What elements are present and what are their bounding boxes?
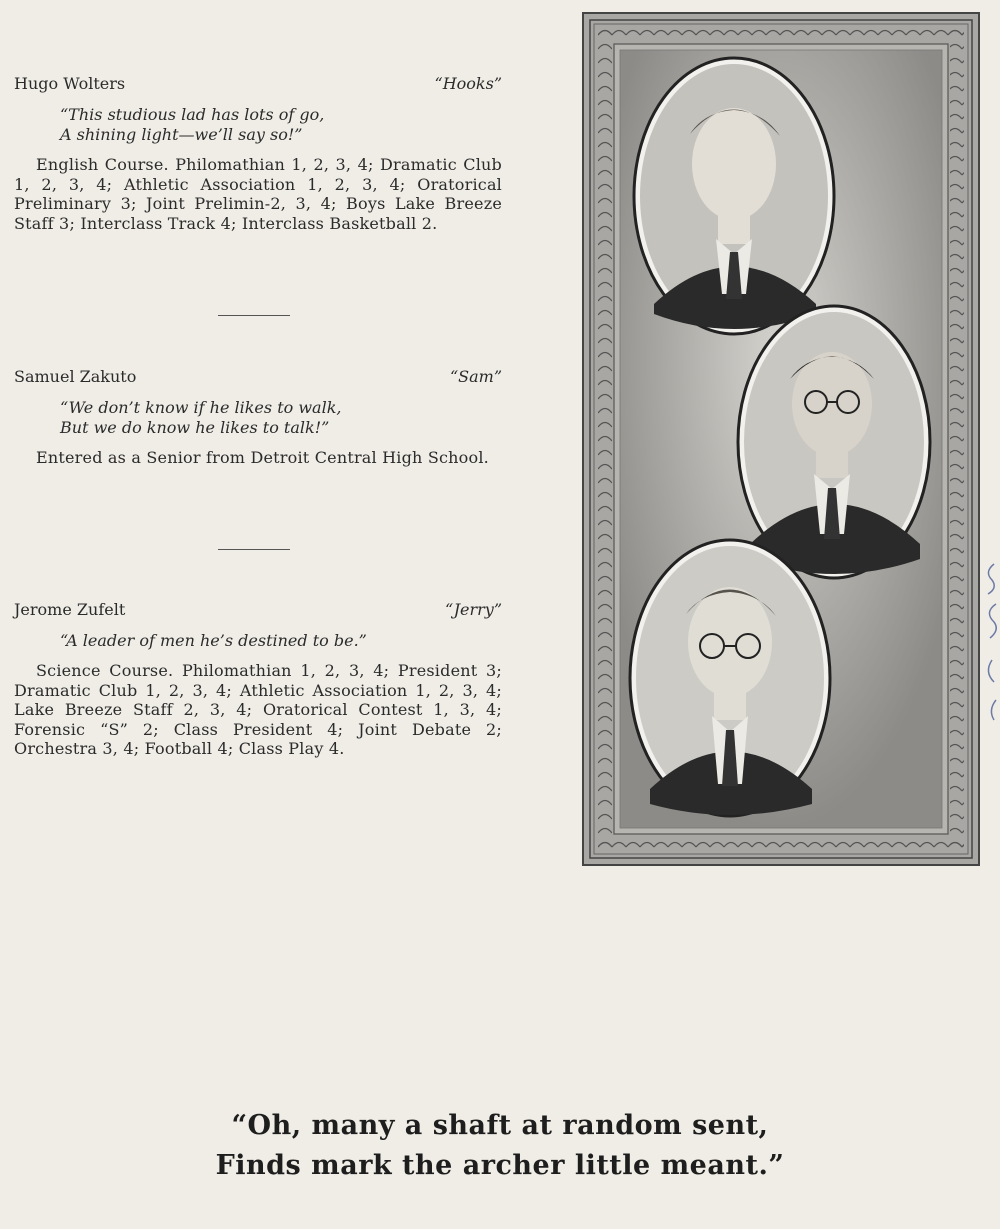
student-activities: English Course. Philomathian 1, 2, 3, 4; Dramatic Club 1, 2, 3, 4; Athletic Association 1, 2, 3, 4; Oratorical Preliminary 3; Joint Prelimin-2, 3, 4; Boys Lake Breeze Staff 3; Interclass Track 4; Interclass Basketball 2.	[14, 155, 502, 233]
name-row	[14, 600, 502, 622]
student-nickname: “Hooks”	[434, 74, 502, 93]
name-row	[14, 74, 502, 96]
name-row	[14, 367, 502, 389]
verse-line: But we do know he likes to talk!”	[60, 418, 330, 437]
section-divider	[218, 549, 290, 550]
verse-line: “A leader of men he’s destined to be.”	[60, 631, 367, 650]
entry-jerome-zufelt	[14, 600, 502, 759]
student-verse	[60, 631, 502, 651]
section-divider	[218, 315, 290, 316]
verse-line: “We don’t know if he likes to walk,	[60, 398, 342, 417]
verse-line: “This studious lad has lots of go,	[60, 105, 325, 124]
student-nickname: “Jerry”	[445, 600, 502, 619]
portrait-hugo-wolters	[634, 58, 834, 334]
portrait-samuel-zakuto	[738, 306, 930, 578]
student-name: Samuel Zakuto	[14, 367, 137, 386]
handwritten-margin-marks	[980, 560, 1000, 730]
student-verse	[60, 105, 502, 145]
portrait-frame-art	[584, 14, 978, 864]
motto-line: Finds mark the archer little meant.”	[215, 1150, 785, 1181]
student-name: Hugo Wolters	[14, 74, 126, 93]
student-activities: Entered as a Senior from Detroit Central High School.	[36, 448, 489, 467]
motto-line: “Oh, many a shaft at random sent,	[231, 1110, 769, 1141]
student-verse	[60, 398, 502, 438]
motto-quote	[150, 1106, 850, 1186]
portrait-panel	[582, 12, 980, 866]
entry-hugo-wolters	[14, 74, 502, 233]
student-activities: Science Course. Philomathian 1, 2, 3, 4; President 3; Dramatic Club 1, 2, 3, 4; Athletic Association 1, 2, 3, 4; Lake Breeze Staff 2, 3, 4; Oratorical Contest 1, 3, 4; Forensic “S” 2; Class President 4; Joint Debate 2; Orchestra 3, 4; Football 4; Class Play 4.	[14, 661, 502, 758]
portrait-jerome-zufelt	[630, 540, 830, 816]
student-name: Jerome Zufelt	[14, 600, 126, 619]
student-nickname: “Sam”	[449, 367, 502, 386]
verse-line: A shining light—we’ll say so!”	[60, 125, 303, 144]
entry-samuel-zakuto	[14, 367, 502, 468]
